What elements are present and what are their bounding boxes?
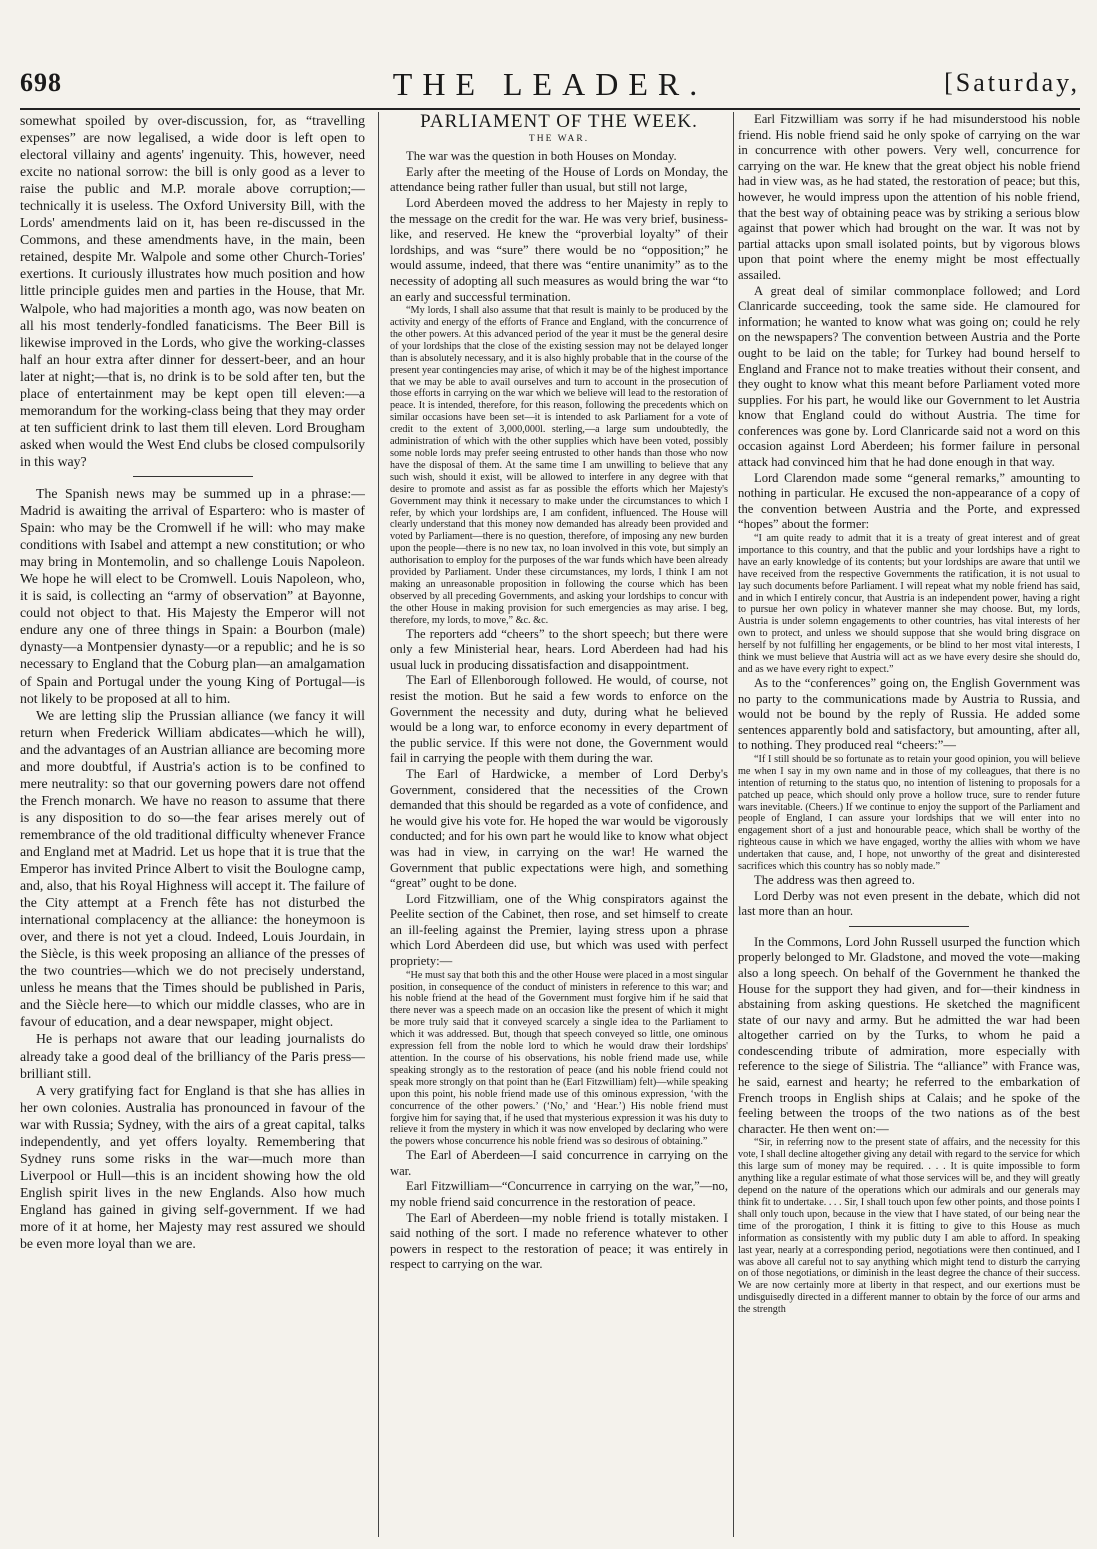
masthead [20,68,1080,108]
paragraph: The reporters add “cheers” to the short speech; but there were only a few Ministerial hear, hears. Lord Aberdeen had had his usual luck in producing dissatisfaction and disappointment. [390,626,728,672]
divider [849,926,969,927]
column-rule [378,112,379,1537]
paragraph: Lord Aberdeen moved the address to her Majesty in reply to the message on the credit for the war. He was very brief, business-like, and reserved. He knew the “proverbial loyalty” of their lordships, and was “sure” there would be no “opposition;” he would assume, indeed, that there was “entire unanimity” as to the necessity of adopting all such measures as would bring the war “to an early and successful termination. [390,195,728,304]
paragraph: Earl Fitzwilliam was sorry if he had misunderstood his noble friend. His noble friend said he only spoke of carrying on the war in concurrence with other powers. Very well, concurrence for carrying on the war. He knew that the great object his noble friend had in view was, as he had stated, the restoration of peace; but this, however, he would impress upon the attention of his noble friend, that the best way of obtaining peace was by striking a serious blow against that power which had brought on the war. It was not by partial attacks upon small isolated points, but by vigorous blows upon that point where the enemy might be most effectually assailed. [738,112,1080,282]
quotation: “My lords, I shall also assume that that result is mainly to be produced by the activity and energy of the efforts of France and England, with the concurrence of the other powers. At this advanced period of the year it must be the general desire of your lordships that the close of the existing session may not be delayed longer than is absolutely necessary, and it is also highly probable that in the course of the present year contingencies may arise, of which it may be of the highest importance that we may be able to avail ourselves and turn to account in the prosecution of those efforts in carrying on the war which we believe will lead to the restoration of peace. It is intended, therefore, for this reason, following the precedents which on similar occasions have been set—it is intended to ask Parliament for a vote of credit to the extent of 3,000,000l. sterling,—a large sum undoubtedly, the administration of which with the other supplies which have been voted, possibly some noble lords may prefer seeing entrusted to other hands than those who now have the disposal of them. At the same time I am unwilling to believe that any such wish, should it exist, will be allowed to interfere in any degree with that desire to promote and assist as far as possible the efforts which her Majesty's Government may think it necessary to make under the circumstances to which I refer, by which your lordships are, I am confident, influenced. The House will clearly understand that this money now demanded has already been provided and voted by Parliament—there is no question, therefore, of imposing any new burden upon the people—there is no new tax, no loan involved in this vote, but simply an authorisation to employ for the purposes of the war funds which have been already provided by Parliament. Under these circumstances, my lords, I think I am not making an unreasonable proposition in following the course which has been observed by all preceding Governments, and asking your lordships to concur with the other House in making provision for such emergencies as may arise. I beg, therefore, my lords, to move,” &c. &c. [390,305,728,626]
page-number: 698 [20,68,62,97]
paragraph: The Earl of Aberdeen—I said concurrence in carrying on the war. [390,1148,728,1178]
paragraph: The war was the question in both Houses on Monday. [406,149,677,164]
paragraph: Lord Derby was not even present in the debate, which did not last more than an hour. [738,888,1080,919]
quotation: “I am quite ready to admit that it is a treaty of great interest and of great importance to this country, and that the public and your lordships have a right to have an early knowledge of its contents; but your lordships are aware that until we have received from the respective Governments the ratification, it is not usual to lay such documents before Parliament. I will repeat what my noble friend has said, and in which I entirely concur, that Austria is an independent power, having a right to pursue her own policy in whatever manner she may choose. But, my lords, Austria is under solemn engagements to other countries, has vital interests of her own to protect, and unless we should suppose that she would bring disgrace on herself by not fulfilling her engagements, or be blind to her most vital interests, I think we must believe that Austria will act as we have every desire she should do, and as we have every right to expect.” [738,533,1080,675]
column-rule [733,112,734,1537]
column-2 [390,112,728,1537]
quotation: “If I still should be so fortunate as to retain your good opinion, you will believe me when I say in my own name and in those of my colleagues, that there is no intention of returning to the status quo, no intention of listening to proposals for a patched up peace, which should only prove a hollow truce, sure to render future wars inevitable. (Cheers.) If we continue to enjoy the support of the Parliament and people of England, I can assure your lordships that we will enter into no engagement short of a just and honourable peace, which shall be worthy of the righteous cause in which we have engaged, worthy the allies with whom we have undertaken that cause, and, I hope, not unworthy of the great and disinterested sacrifices which this country has so nobly made.” [738,753,1080,873]
section-subtitle: THE WAR. [528,133,590,144]
paragraph: A great deal of similar commonplace followed; and Lord Clanricarde succeeding, took the same side. He clamoured for information; he wanted to know what was going on; could he rely on the newspapers? The convention between Austria and the Porte ought to be laid on the table; for Turkey had bound herself to England and France not to make treaties without their consent, and they ought to know what this meant before Parliament voted more supplies. For his part, he would like our Government to let Austria know that England could do without Austria. The time for conferences was gone by. Lord Clanricarde said not a word on this occasion against Lord Aberdeen; his former failure in personal attack had convinced him that he had done enough in that way. [738,283,1080,470]
column-3 [738,112,1080,1537]
paragraph: somewhat spoiled by over-discussion, for, as “travelling expenses” are now legalised, a wide door is left open to electoral villainy and agents' ingenuity. This, however, need excite no national sorrow: the bill is only good as a lever to raise the public and M.P. morale above corruption;—technically it is useless. The Oxford University Bill, with the Lords' amendments laid on it, has been re-discussed in the Commons, and these amendments have, in the main, been retained, despite Mr. Walpole and some other Church-Tories' exertions. It curiously illustrates how much position and how little principle guides men and parties in the House, that Mr. Walpole, who had majorities a month ago, was now beaten on all his most tenderly-fondled fanaticisms. The Beer Bill is likewise improved in the Lords, who give the working-classes half an hour extra after dinner for dessert-beer, and an hour later at night;—that is, no drink is to be sold after ten, but the place of entertainment may be kept open till eleven:—a memorandum for the working-class being that they may order at ten sufficient drink to last them till eleven. Lord Brougham asked when would the West End clubs be closed compulsorily in this way? [20,113,365,469]
paragraph: The Earl of Ellenborough followed. He would, of course, not resist the motion. But he said a few words to enforce on the Government the necessity and duty, during what he believed would be a long war, to enforce economy in every department of the public service. If this were not done, the Government would fail in carrying the people with them during the war. [390,673,728,766]
quotation: “He must say that both this and the other House were placed in a most singular position, in consequence of the conduct of ministers in reference to this war; and his noble friend at the head of the Government must forgive him if he said that there never was a speech made on an occasion like the present of which it might be more truly said that it conveyed scarcely a single idea to the Parliament to which it was addressed. But, though that speech conveyed so little, one ominous expression fell from the noble lord to which he would draw their lordships' attention. In the course of his observations, his noble friend made use, while speaking strongly as to the restoration of peace (and his noble friend could not speak more strongly on that point than he (Earl Fitzwilliam) felt)—while speaking upon this point, his noble friend made use of this ominous expression, ‘with the concurrence of the other powers.’ (‘No,’ and ‘Hear.’) His noble friend must forgive him for saying that, if he used that mysterious expression it was his duty to relieve it from the mystery in which it was now enveloped by declaring who were the powers whose concurrence his noble friend was so desirous of obtaining.” [390,969,728,1148]
paragraph: The Earl of Aberdeen—my noble friend is totally mistaken. I said nothing of the sort. I made no reference whatever to other powers in respect to the restoration of peace; it was entirely in respect to carrying on the war. [390,1210,728,1272]
newspaper-title: THE LEADER. [392,66,708,102]
header-rule [20,108,1080,110]
divider [133,476,253,477]
column-1 [20,112,365,1537]
quotation: “Sir, in referring now to the present state of affairs, and the necessity for this vote, I shall decline altogether giving any detail with regard to the service for which this large sum of money may be required. . . . It is quite impossible to form anything like a regular estimate of what those services will be, and they will greatly depend on the nature of the operations which our admirals and our generals may think fit to undertake. . . . Sir, I shall touch upon few other points, and those points I shall only touch upon, because in the view that I have stated, of our being near the time of the prorogation, I think it is fitting to give to this House as much information as consistently with my public duty I am able to afford. In speaking last year, nearly at a corresponding period, negotiations were then continued, and I was above all careful not to say anything which might tend to disturb the carrying on of those negotiations, or diminish in the least degree the chance of their success. We are now certainly more at liberty in that respect, and our exertions must be undisguisedly directed in a different manner to obtain by the force of our arms and the strength [738,1137,1080,1316]
paragraph: The address was then agreed to. [754,872,915,887]
paragraph: The Earl of Hardwicke, a member of Lord Derby's Government, considered that the necessities of the Crown demanded that this should be regarded as a vote of confidence, and he would give his vote for. He hoped the war would be vigorously conducted; and for his own part he would like to know what object was had in view, in carrying on the war! He warned the Government that public expectations were high, and something “great” ought to be done. [390,766,728,891]
paragraph: In the Commons, Lord John Russell usurped the function which properly belonged to Mr. Gladstone, and moved the vote—making also a long speech. On behalf of the Government he thanked the House for the support they had given, and for—their kindness in abstaining from asking questions. He sketched the magnificent state of our navy and army. But he admitted the war had been altogether carried on by the Turks, to whom he paid a condescending tribute of admiration, more especially with reference to the siege of Silistria. The “alliance” with France was, he said, earnest and hearty; he referred to the embarkation of French troops in English ships at Calais; and he spoke of the feeling between the troops of the two nations as of the best character. He then went on:— [738,934,1080,1136]
paragraph: The Spanish news may be summed up in a phrase:—Madrid is awaiting the arrival of Espartero: who is master of Spain: who may be the Cromwell if he will: who may make conditions with Isabel and attempt a new constitution; or who may bring in Montemolin, and so challenge Louis Napoleon. We hope he will elect to be Cromwell. Louis Napoleon, who, it is said, is collecting an “army of observation” at Bayonne, could not object to that. His Majesty the Emperor will not endure any one of three things in Spain: a Bourbon (male) dynasty—a Montpensier dynasty—or a republic; and he is so necessary to England that the Coburg plan—an amalgamation of Spain and Portugal under the young King of Portugal—is not likely to be proposed at all to him. [20,485,365,706]
section-title: PARLIAMENT OF THE WEEK. [420,112,698,132]
paragraph: As to the “conferences” going on, the English Government was no party to the communications made by Austria to Russia, and would not be bound by the reply of Russia. He added some sentences apparently bold and satisfactory, but amounting, after all, to nothing. They produced real “cheers:”— [738,675,1080,753]
paragraph: He is perhaps not aware that our leading journalists do already take a good deal of the brilliancy of the Paris press—brilliant still. [20,1031,365,1081]
paragraph: Lord Clarendon made some “general remarks,” amounting to nothing in particular. He excused the non-appearance of a copy of the convention between Austria and the Porte, and expressed “hopes” about the former: [738,470,1080,532]
paragraph: A very gratifying fact for England is that she has allies in her own colonies. Australia has pronounced in favour of the war with Russia; Sydney, with the airs of a great capital, talks independently, and yet offers loyalty. Remembering that Sydney runs some risks in the war—much more than Liverpool or Hull—this is an incident showing how the old English spirit lives in the new Englands. Also how much England has gained in giving self-government. If we had more of it at home, her Majesty may rest assured we should be even more loyal than we are. [20,1082,365,1252]
paragraph: We are letting slip the Prussian alliance (we fancy it will return when Frederick William abdicates—which he will), and the advantages of an Austrian alliance are becoming more and more doubtful, if Austria's action is to be confined to mere neutrality: so that our governing powers dare not offend the French monarch. We have no reason to assume that there is any disposition to do so—the fear arises merely out of remembrance of the old traditional difficulty whenever France and England met at Madrid. Let us hope that it is true that the Emperor has invited Prince Albert to visit the Boulogne camp, and, also, that his Royal Highness will accept it. The failure of the City attempt at a French fête has not disturbed the international complacency at the alliance: the honeymoon is over, and there is not yet a cloud. Indeed, Louis Jourdain, in the Siècle, is this week proposing an alliance of the presses of the two countries—which we do not precisely understand, unless he means that the Times should be published in Paris, and the Siècle here—to which our middle classes, who are in favour of education, and a dear newspaper, might object. [20,707,365,1030]
paragraph: Lord Fitzwilliam, one of the Whig conspirators against the Peelite section of the Cabinet, then rose, and set himself to create an ill-feeling against the Premier, laying stress upon a phrase which Lord Aberdeen did use, but which was used with perfect propriety:— [390,891,728,969]
paragraph: Earl Fitzwilliam—“Concurrence in carrying on the war,”—no, my noble friend said concurrence in the restoration of peace. [390,1179,728,1210]
issue-day: [Saturday, [944,68,1080,97]
paragraph: Early after the meeting of the House of Lords on Monday, the attendance being rather fuller than usual, but still not large, [390,164,728,195]
